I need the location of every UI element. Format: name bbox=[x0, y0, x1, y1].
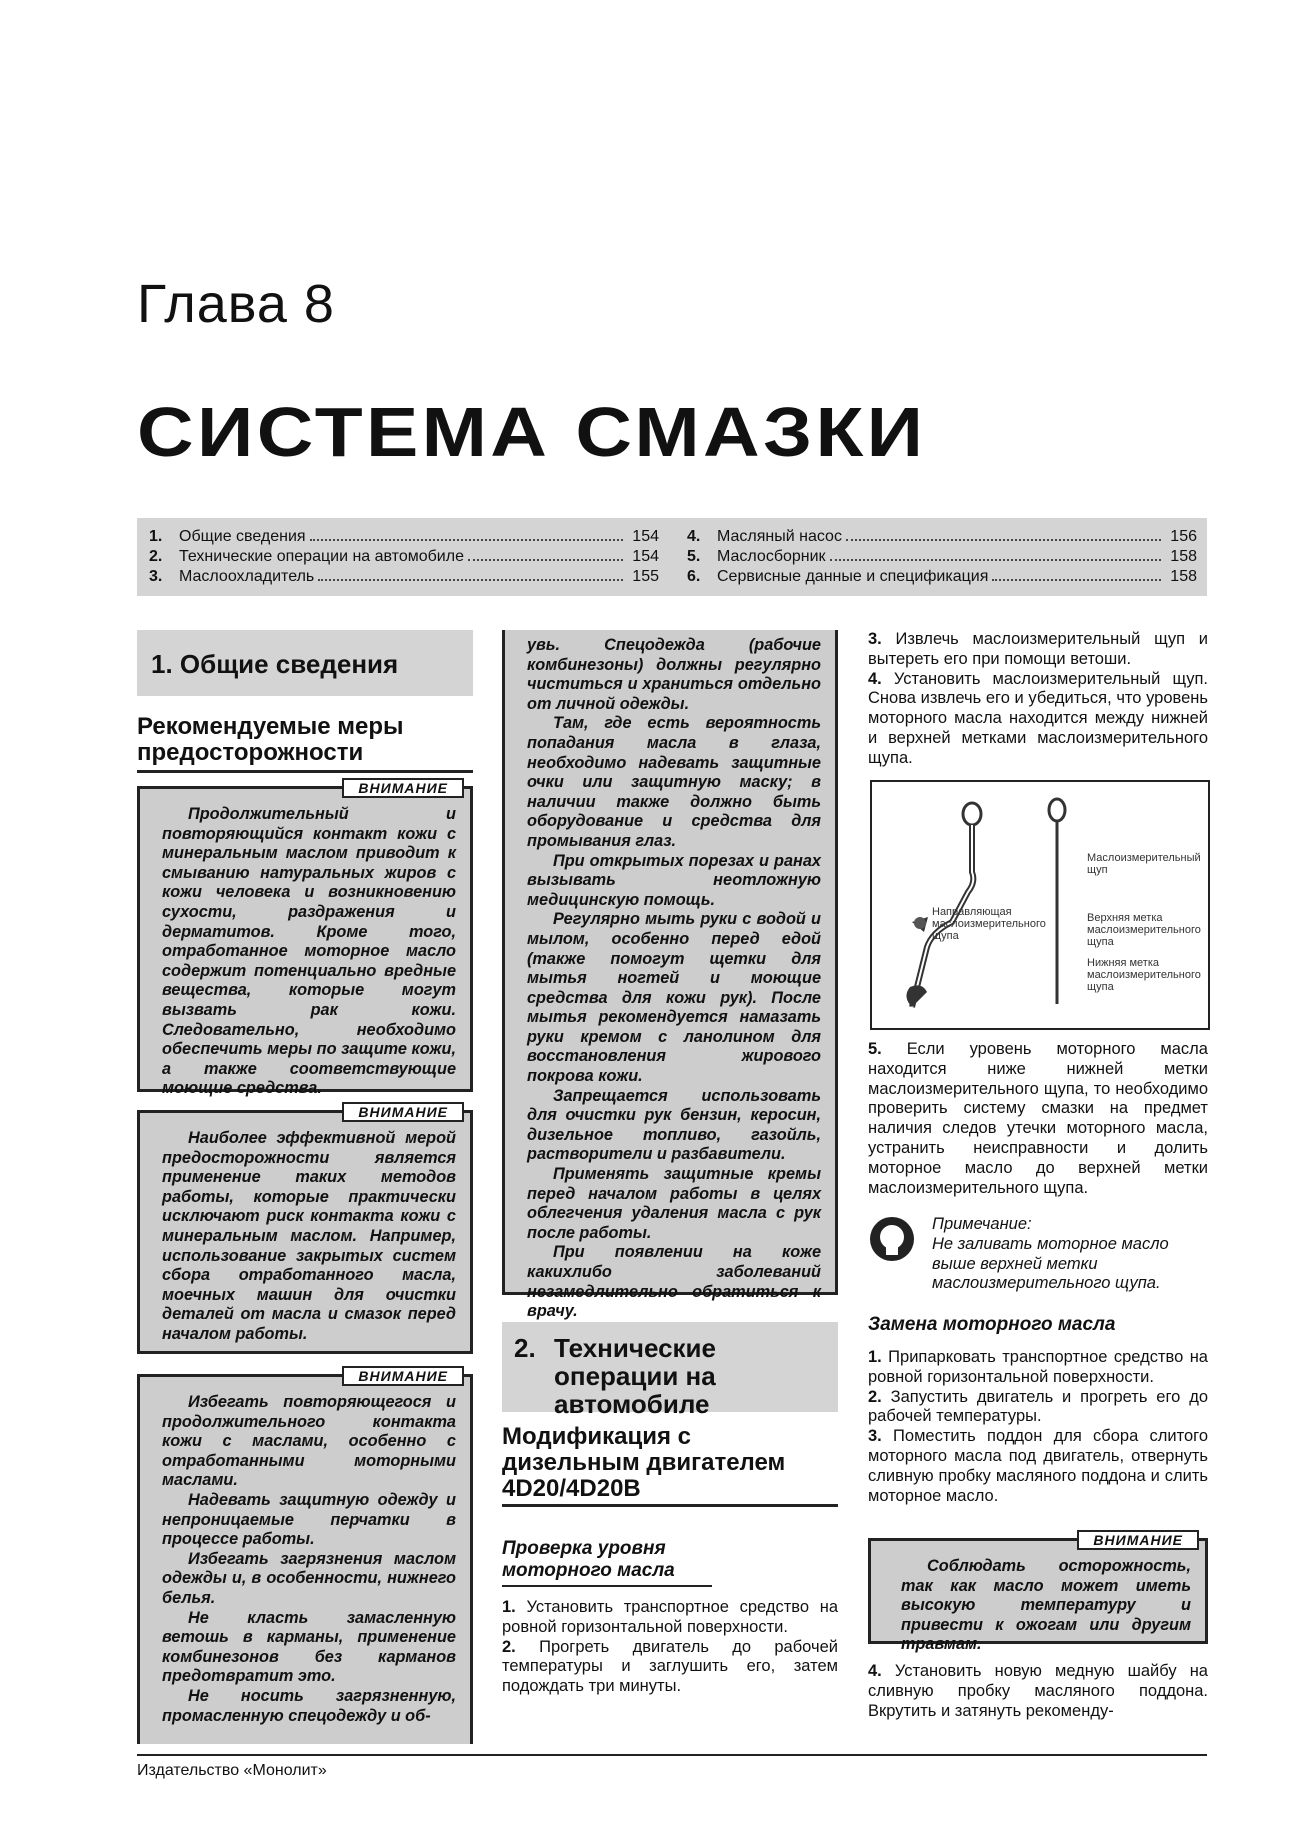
dipstick-figure bbox=[870, 780, 1210, 1030]
lightbulb-icon bbox=[870, 1217, 914, 1261]
page-title: СИСТЕМА СМАЗКИ bbox=[137, 393, 927, 471]
dipstick-label: Маслоизмерительный щуп bbox=[1087, 852, 1201, 876]
step-item: 3. Поместить поддон для сбора слитого моторного масла под двигатель, отвернуть сливную пробку масляного поддона и слить моторное масло. bbox=[868, 1427, 1208, 1505]
step-item: 5. Если уровень моторного масла находится ниже нижней метки маслоизмерительного щупа, то необходимо проверить систему смазки на предмет наличия следов утечки моторного масла, устранить неисправности и долить моторное масло до верхней метки маслоизмерительного щупа. bbox=[868, 1040, 1208, 1197]
step-4b bbox=[868, 1662, 1208, 1721]
step-item: 4. Установить новую медную шайбу на сливную пробку масляного поддона. Вкрутить и затянуть рекоменду- bbox=[868, 1662, 1208, 1720]
warning-box-2: ВНИМАНИЕ Наиболее эффективной мерой предосторожности является применение таких методов работы, которые практически исключают риск контакта кожи с минеральным маслом. Например, использование закрытых систем сбора отработанного масла, моечных машин для очистки деталей от масла и смазок перед началом работы. bbox=[137, 1110, 473, 1354]
warning-box-continued: увь. Спецодежда (рабочие комбинезоны) должны регулярно чиститься и храниться отдельно от личной одежды. Там, где есть вероятность попадания масла в глаза, необходимо надевать защитные очки или защитную маску; в наличии также должно быть оборудование и средства для промывания глаз. При открытых порезах и ранах вызывать неотложную медицинскую помощь. Регулярно мыть руки с водой и мылом, особенно перед едой (также помогут щетки для мытья ногтей и моющие средства для кожи рук). После мытья рекомендуется намазать руки кремом с ланолином для восстановления жирового покрова кожи. Запрещается использовать для очистки рук бензин, керосин, дизельное топливо, газойль, растворители и разбавители. Применять защитные кремы перед началом работы в целях облегчения удаления масла с рук после работы. При появлении на коже какихлибо заболеваний незамедлительно обратиться к врачу. bbox=[502, 630, 838, 1295]
warning-box-3: ВНИМАНИЕ Избегать повторяющегося и продолжительного контакта кожи с маслами, особенно с отработанными моторными маслами. Надевать защитную одежду и непроницаемые перчатки в процессе работы. Избегать загрязнения маслом одежды и, в особенности, нижнего белья. Не класть замасленную ветошь в карманы, применение комбинезонов без карманов предотвратит это. Не носить загрязненную, промасленную спецодежду и об- bbox=[137, 1374, 473, 1744]
toc-item[interactable]: 1. Общие сведения 154 bbox=[149, 528, 659, 545]
oil-change-steps bbox=[868, 1348, 1208, 1506]
upper-mark-label: Верхняя метка маслоизмерительного щупа bbox=[1087, 912, 1201, 948]
step-item: 1. Припарковать транспортное средство на ровной горизонтальной поверхности. bbox=[868, 1348, 1208, 1386]
step-item: 2. Запустить двигатель и прогреть его до рабочей температуры. bbox=[868, 1387, 1208, 1426]
warning-badge: ВНИМАНИЕ bbox=[1077, 1530, 1199, 1550]
diesel-subheading: Модификация с дизельным двигателем 4D20/4D20B bbox=[502, 1423, 786, 1502]
toc-right-column bbox=[687, 527, 1197, 587]
step-item: 4. Установить маслоизмерительный щуп. Снова извлечь его и убедиться, что уровень моторного масла находится между нижней и верхней метками маслоизмерительного щупа. bbox=[868, 669, 1208, 767]
step-item: 1. Установить транспортное средство на ровной горизонтальной поверхности. bbox=[502, 1598, 838, 1636]
publisher-footer: Издательство «Монолит» bbox=[137, 1762, 327, 1779]
toc-item[interactable]: 4. Масляный насос 156 bbox=[687, 528, 1197, 545]
table-of-contents bbox=[137, 518, 1207, 596]
toc-item[interactable]: 6. Сервисные данные и спецификация 158 bbox=[687, 568, 1197, 585]
toc-item[interactable]: 3. Маслоохладитель 155 bbox=[149, 568, 659, 585]
footer-divider bbox=[137, 1754, 1207, 1756]
precautions-subheading: Рекомендуемые меры предосторожности bbox=[137, 714, 473, 773]
warning-box-1: ВНИМАНИЕ Продолжительный и повторяющийся контакт кожи с минеральным маслом приводит к смыванию натуральных жиров с кожи человека и возникновению сухости, раздражения и дерматитов. Кроме того, отработанное моторное масло содержит потенциально вредные вещества, которые могут вызвать рак кожи. Следовательно, необходимо обеспечить меры по защите кожи, а также соответствующие моющие средства. bbox=[137, 786, 473, 1092]
lower-mark-label: Нижняя метка маслоизмерительного щупа bbox=[1087, 957, 1201, 993]
oil-change-heading: Замена моторного масла bbox=[868, 1314, 1116, 1335]
guide-label: Направляющая маслоизмерительного щупа bbox=[932, 906, 1046, 942]
toc-left-column bbox=[149, 527, 659, 587]
warning-badge: ВНИМАНИЕ bbox=[342, 778, 464, 798]
check-oil-level-heading: Проверка уровня моторного масла bbox=[502, 1538, 712, 1587]
warning-badge: ВНИМАНИЕ bbox=[342, 1366, 464, 1386]
steps-3-4 bbox=[868, 630, 1208, 769]
toc-item[interactable]: 5. Маслосборник 158 bbox=[687, 548, 1197, 565]
note-block bbox=[868, 1215, 1208, 1293]
step-item: 3. Извлечь маслоизмерительный щуп и вытереть его при помощи ветоши. bbox=[868, 630, 1208, 668]
check-steps bbox=[502, 1598, 838, 1697]
chapter-label: Глава 8 bbox=[137, 274, 335, 334]
step-item: 2. Прогреть двигатель до рабочей температуры и заглушить его, затем подождать три минуты. bbox=[502, 1637, 838, 1696]
toc-item[interactable]: 2. Технические операции на автомобиле 154 bbox=[149, 548, 659, 565]
step-5 bbox=[868, 1040, 1208, 1198]
note-text: Примечание: Не заливать моторное масло выше верхней метки маслоизмерительного щупа. bbox=[932, 1215, 1169, 1293]
warning-badge: ВНИМАНИЕ bbox=[342, 1102, 464, 1122]
section-1-heading: 1. Общие сведения bbox=[137, 630, 473, 696]
divider bbox=[502, 1504, 838, 1507]
warning-box-4: ВНИМАНИЕ Соблюдать осторожность, так как масло может иметь высокую температуру и привести к ожогам или другим травмам. bbox=[868, 1538, 1208, 1644]
section-2-heading: 2. Технические операции на автомобиле bbox=[502, 1322, 838, 1412]
